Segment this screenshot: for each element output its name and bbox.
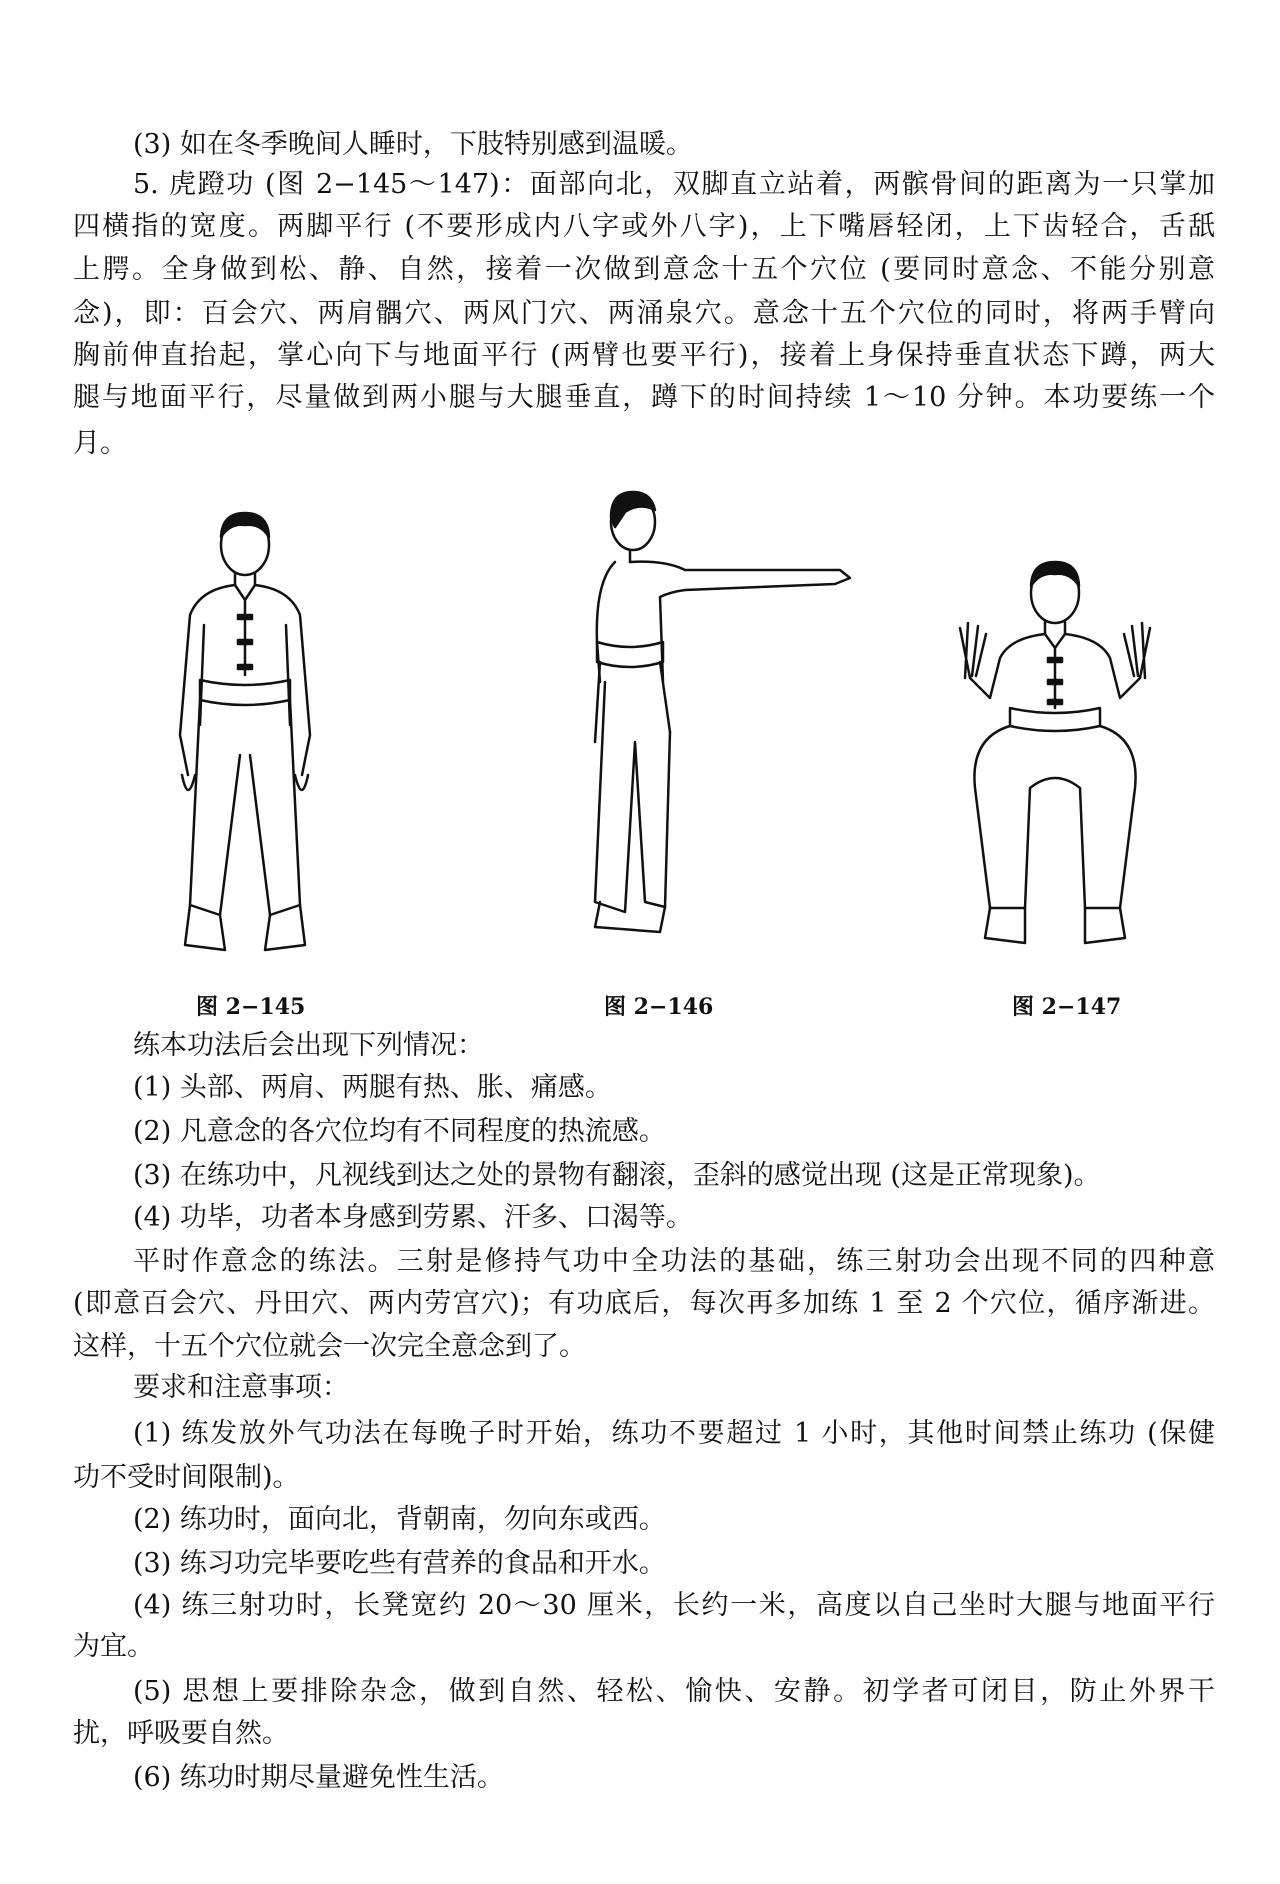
text-line: 为宜。 bbox=[73, 1631, 154, 1662]
text-line: (即意百会穴、丹田穴、两内劳宫穴)；有功底后，每次再多加练 1 至 2 个穴位，循序渐进。 bbox=[73, 1288, 1215, 1319]
text-line: 念)，即：百会穴、两肩髃穴、两风门穴、两涌泉穴。意念十五个穴位的同时，将两手臂向 bbox=[73, 298, 1215, 329]
text-line: 四横指的宽度。两脚平行 (不要形成内八字或外八字)，上下嘴唇轻闭，上下齿轻合，舌舐 bbox=[73, 211, 1215, 242]
figure-2-146-arms-forward bbox=[575, 482, 855, 957]
text-line: (4) 练三射功时，长凳宽约 20～30 厘米，长约一米，高度以自己坐时大腿与地面平行 bbox=[133, 1590, 1215, 1621]
text-line: (2) 凡意念的各穴位均有不同程度的热流感。 bbox=[133, 1116, 666, 1147]
text-line: (3) 在练功中，凡视线到达之处的景物有翻滚，歪斜的感觉出现 (这是正常现象)。 bbox=[133, 1160, 1101, 1191]
text-line: (1) 头部、两肩、两腿有热、胀、痛感。 bbox=[133, 1072, 612, 1103]
figure-2-147-squat bbox=[950, 548, 1160, 958]
figure-2-145-standing-front bbox=[160, 505, 330, 970]
text-line: (1) 练发放外气功法在每晚子时开始，练功不要超过 1 小时，其他时间禁止练功 (保健 bbox=[133, 1418, 1215, 1449]
text-line: 上腭。全身做到松、静、自然，接着一次做到意念十五个穴位 (要同时意念、不能分别意 bbox=[73, 254, 1215, 285]
text-line: 腿与地面平行，尽量做到两小腿与大腿垂直，蹲下的时间持续 1～10 分钟。本功要练一个 bbox=[73, 382, 1215, 413]
text-line: 这样，十五个穴位就会一次完全意念到了。 bbox=[73, 1331, 586, 1362]
figure-caption: 图 2−146 bbox=[604, 994, 714, 1020]
text-line: (6) 练功时期尽量避免性生活。 bbox=[133, 1762, 504, 1793]
text-line: 练本功法后会出现下列情况： bbox=[133, 1030, 484, 1061]
figure-caption: 图 2−147 bbox=[1012, 994, 1122, 1020]
text-line: 5. 虎蹬功 (图 2−145～147)：面部向北，双脚直立站着，两髌骨间的距离为一只掌加 bbox=[133, 169, 1215, 200]
text-line: (5) 思想上要排除杂念，做到自然、轻松、愉快、安静。初学者可闭目，防止外界干 bbox=[133, 1676, 1215, 1707]
text-line: 胸前伸直抬起，掌心向下与地面平行 (两臂也要平行)，接着上身保持垂直状态下蹲，两大 bbox=[73, 340, 1215, 371]
text-line: (4) 功毕，功者本身感到劳累、汗多、口渴等。 bbox=[133, 1202, 693, 1233]
text-line: 月。 bbox=[73, 428, 127, 459]
text-line: 功不受时间限制)。 bbox=[73, 1462, 300, 1493]
text-line: 平时作意念的练法。三射是修持气功中全功法的基础，练三射功会出现不同的四种意 bbox=[133, 1246, 1215, 1277]
text-line: (3) 如在冬季晚间人睡时，下肢特别感到温暖。 bbox=[133, 129, 693, 160]
text-line: 扰，呼吸要自然。 bbox=[73, 1718, 289, 1749]
text-line: (3) 练习功完毕要吃些有营养的食品和开水。 bbox=[133, 1548, 666, 1579]
text-line: (2) 练功时，面向北，背朝南，勿向东或西。 bbox=[133, 1504, 666, 1535]
text-line: 要求和注意事项： bbox=[133, 1372, 349, 1403]
figure-caption: 图 2−145 bbox=[196, 994, 306, 1020]
